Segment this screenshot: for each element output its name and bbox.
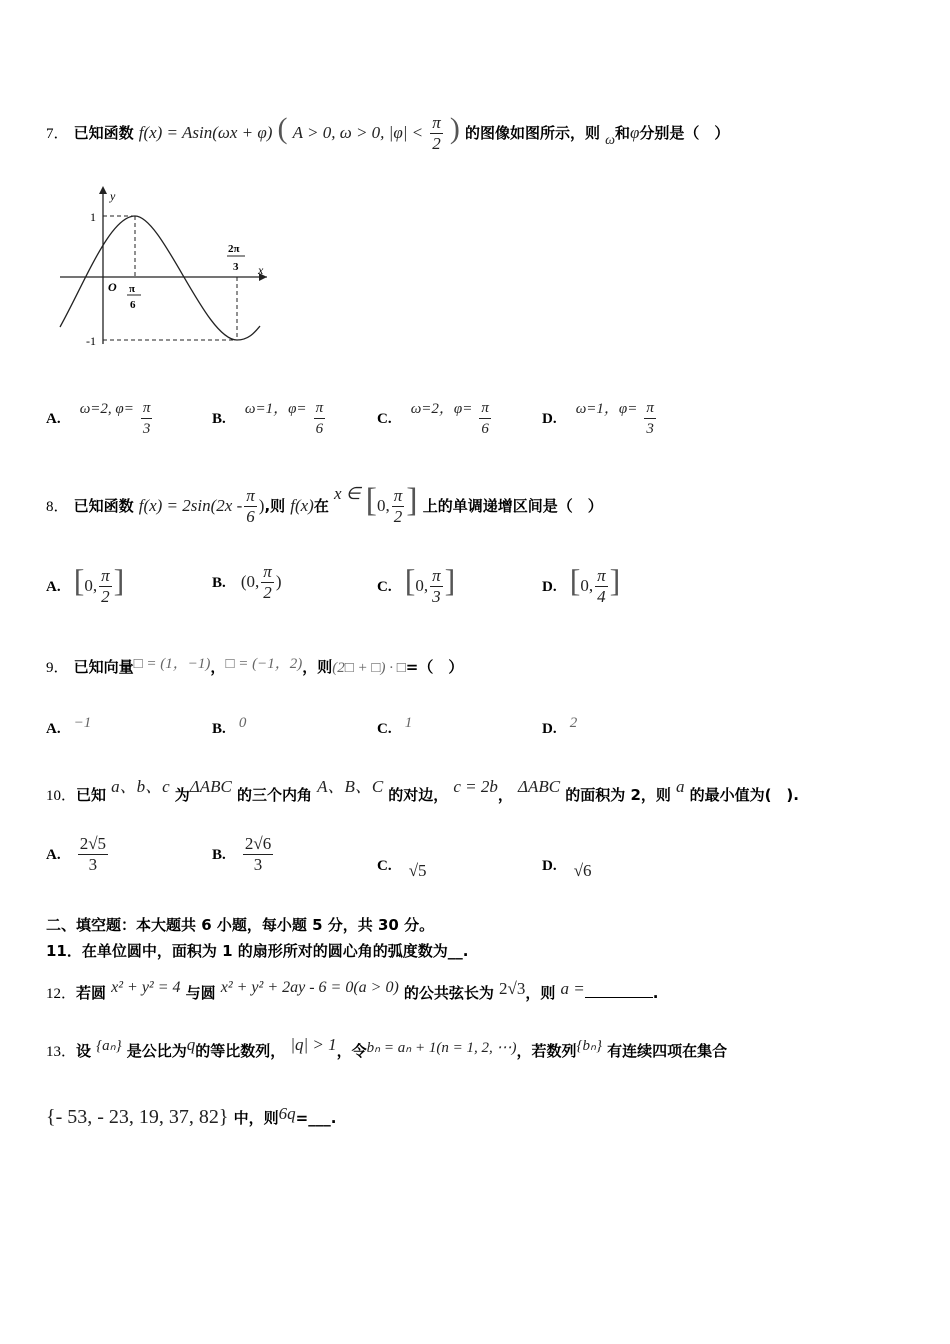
q8-interval-a: 0,	[376, 496, 390, 515]
q7-option-d-frac: $\frac{\pi}{3}$	[646, 400, 654, 437]
q9-vector-b: □ = (−1，2)	[225, 656, 303, 672]
q8-option-d-open: [	[569, 562, 581, 598]
q13-seq-a: {aₙ}	[96, 1038, 122, 1054]
q10-option-a[interactable]	[46, 834, 110, 875]
q12-a-eq: a =	[560, 979, 585, 998]
q8-option-b[interactable]	[212, 562, 281, 603]
q10-option-d-label: D.	[542, 858, 557, 874]
q13-t3: ，令	[336, 1042, 367, 1060]
q10-option-a-label: A.	[46, 847, 61, 863]
q10-as: 为	[174, 786, 190, 804]
q8-option-c-open: [	[404, 562, 416, 598]
q8-formula-frac: $\frac{\pi}{6}$	[246, 486, 255, 526]
q7-formula: f(x) = Asin(ωx + φ)	[138, 123, 273, 142]
q8-domain: x ∈	[333, 484, 361, 503]
q10-option-c[interactable]	[377, 855, 427, 880]
q10-number: 10．	[46, 788, 77, 804]
q10-condition: c = 2b	[453, 777, 498, 796]
q9-option-b-label: B.	[212, 721, 226, 737]
q7-option-a[interactable]	[46, 398, 154, 439]
q10-stem	[46, 777, 799, 805]
q10-option-d[interactable]	[542, 855, 592, 880]
y-axis-label: y	[110, 189, 116, 203]
q8-formula-close: )	[258, 496, 265, 515]
q7-paren-close: )	[449, 112, 460, 145]
q7-option-c-expr: ω=2，φ=	[410, 401, 473, 417]
q7-lead: 已知函数	[73, 124, 134, 142]
q8-option-a-close: ]	[113, 562, 125, 598]
x-axis-label: x	[258, 263, 264, 277]
q8-option-b-start: 0,	[246, 572, 260, 591]
q9-number: 9．	[46, 660, 69, 676]
q8-interval-frac: $\frac{\pi}{2}$	[393, 486, 403, 526]
q10-option-c-value: √5	[408, 861, 427, 880]
q8-option-a-start: 0,	[84, 576, 98, 595]
q8-option-d[interactable]	[542, 562, 620, 607]
q9-lead: 已知向量	[73, 658, 134, 676]
q8-stem	[46, 482, 603, 527]
q8-option-b-label: B.	[212, 575, 226, 591]
q7-option-b-expr: ω=1，φ=	[244, 401, 307, 417]
q7-option-c-label: C.	[377, 411, 392, 427]
q7-option-d[interactable]	[542, 398, 658, 439]
q8-mid: ,则	[264, 497, 286, 515]
q13-t7: =___.	[295, 1109, 337, 1127]
q8-option-c[interactable]	[377, 562, 455, 607]
q8-option-d-start: 0,	[580, 576, 594, 595]
q13-seq-b: {bₙ}	[576, 1038, 602, 1054]
q7-tail1: 的图像如图所示，则	[464, 124, 600, 142]
q13-t5: 有连续四项在集合	[607, 1042, 728, 1060]
q13-b-def: bₙ = aₙ + 1(n = 1, 2, ⋯)	[366, 1040, 517, 1056]
q7-option-b[interactable]	[212, 398, 327, 439]
q7-option-b-frac: $\frac{\pi}{6}$	[315, 400, 324, 437]
q9-expr: (2□ + □) · □	[332, 660, 406, 676]
q10-option-b-frac: $\frac{2√6}{3}$	[244, 834, 272, 874]
q10-area: 的面积为 2，则	[565, 786, 671, 804]
q8-bracket-close: ]	[406, 482, 418, 519]
q12-mid: 的公共弦长为	[403, 984, 494, 1002]
q13-stem	[46, 1035, 728, 1061]
q9-option-c[interactable]	[377, 715, 413, 738]
q7-condition-fraction: $\frac{\pi}{2}$	[432, 113, 441, 153]
q12-number: 12．	[46, 986, 77, 1002]
q8-option-a-label: A.	[46, 579, 61, 595]
q10-option-a-frac: $\frac{2√5}{3}$	[79, 834, 107, 874]
x-tick-2pi3-num: 2π	[228, 243, 240, 255]
q8-option-b-open: (	[240, 572, 247, 591]
q9-then: ，则	[302, 658, 333, 676]
q13-t6: 中，则	[233, 1109, 279, 1127]
q8-in: 在	[313, 497, 329, 515]
q7-stem	[46, 112, 729, 154]
q12-tail: .	[652, 984, 659, 1002]
q8-option-c-frac: $\frac{\pi}{3}$	[432, 566, 441, 606]
q9-option-a-label: A.	[46, 721, 61, 737]
q10-angles: A、B、C	[317, 777, 384, 796]
q9-sep: ，	[210, 658, 226, 676]
q7-omega: ω	[605, 133, 615, 148]
x-tick-pi6-den: 6	[130, 299, 136, 311]
q10-lead: 已知	[76, 786, 107, 804]
q9-vector-a: □ = (1，−1)	[133, 656, 211, 672]
q12-with: 与圆	[185, 984, 216, 1002]
sine-curve	[60, 216, 260, 340]
q13-q: q	[186, 1035, 196, 1054]
x-tick-pi6-num: π	[129, 283, 136, 295]
q13-t1: 是公比为	[126, 1042, 187, 1060]
q7-number: 7．	[46, 126, 69, 142]
q13-lead: 设	[76, 1042, 92, 1060]
q12-stem	[46, 979, 659, 1003]
q7-option-b-label: B.	[212, 411, 226, 427]
q9-option-d-label: D.	[542, 721, 557, 737]
q7-and: 和	[614, 124, 630, 142]
q10-option-d-value: √6	[573, 861, 592, 880]
q8-option-a-frac: $\frac{\pi}{2}$	[101, 566, 110, 606]
q8-option-c-close: ]	[444, 562, 456, 598]
y-axis-arrow-icon	[99, 186, 107, 194]
q12-lead: 若圆	[76, 984, 107, 1002]
q9-option-b-value: 0	[238, 715, 247, 731]
q8-tail: 上的单调递增区间是（ ）	[422, 497, 603, 515]
q8-formula: f(x) = 2sin(2x -	[138, 496, 243, 515]
y-max-label: 1	[90, 210, 96, 224]
q10-sides: a、b、c	[111, 777, 170, 796]
q13-number: 13．	[46, 1044, 77, 1060]
q7-option-a-frac: $\frac{\pi}{3}$	[142, 400, 151, 437]
q12-circle-1: x² + y² = 4	[111, 979, 181, 996]
q10-a: a	[675, 777, 685, 796]
q9-option-d-value: 2	[569, 715, 578, 731]
q8-option-b-close: )	[275, 572, 282, 591]
q7-option-d-label: D.	[542, 411, 557, 427]
q9-tail: =（ ）	[405, 658, 464, 676]
q9-option-a[interactable]	[46, 715, 92, 738]
q10-option-c-label: C.	[377, 858, 392, 874]
y-min-label: -1	[86, 334, 96, 348]
q7-option-c[interactable]	[377, 398, 493, 439]
q12-answer-blank[interactable]	[585, 997, 653, 998]
q9-option-d[interactable]	[542, 715, 578, 738]
origin-label: O	[108, 280, 117, 294]
q7-phi: φ	[629, 123, 640, 142]
q8-option-d-frac: $\frac{\pi}{4}$	[597, 566, 606, 606]
q9-option-c-label: C.	[377, 721, 392, 737]
q13-abs-q: |q| > 1	[290, 1035, 337, 1054]
q7-option-a-label: A.	[46, 411, 61, 427]
q7-option-d-expr: ω=1，φ=	[575, 401, 638, 417]
q8-option-a-open: [	[73, 562, 85, 598]
q9-stem	[46, 656, 463, 677]
q7-tail2: 分别是（ ）	[639, 124, 730, 142]
q8-number: 8．	[46, 499, 69, 515]
q8-option-b-frac: $\frac{\pi}{2}$	[263, 562, 272, 602]
q7-condition: A > 0, ω > 0, |φ| <	[292, 123, 424, 142]
q8-option-d-close: ]	[609, 562, 621, 598]
q10-angles-text: 的三个内角	[236, 786, 312, 804]
q10-option-b[interactable]	[212, 834, 275, 875]
q12-then: ，则	[525, 984, 556, 1002]
q7-paren-open: (	[277, 112, 288, 145]
q9-option-b[interactable]	[212, 715, 247, 738]
q10-option-b-label: B.	[212, 847, 226, 863]
q8-option-a[interactable]	[46, 562, 124, 607]
q9-option-c-value: 1	[404, 715, 413, 731]
q8-lead: 已知函数	[73, 497, 134, 515]
q10-tail: 的最小值为( ).	[689, 786, 799, 804]
q8-option-c-label: C.	[377, 579, 392, 595]
q10-comma: ，	[497, 786, 513, 804]
q13-set: {- 53, - 23, 19, 37, 82}	[46, 1106, 229, 1128]
q13-t4: ，若数列	[516, 1042, 577, 1060]
q7-option-c-frac: $\frac{\pi}{6}$	[481, 400, 489, 437]
q11-stem: 11．在单位圆中，面积为 1 的扇形所对的圆心角的弧度数为__.	[46, 942, 469, 960]
q9-option-a-value: −1	[73, 715, 92, 731]
q7-option-a-expr: ω=2, φ=	[79, 401, 134, 417]
q8-bracket-open: [	[365, 482, 377, 519]
q13-stem-line2	[46, 1106, 336, 1129]
q8-fx: f(x)	[290, 496, 314, 515]
q8-option-c-start: 0,	[415, 576, 429, 595]
q10-triangle: ΔABC	[189, 777, 232, 796]
q10-opp: 的对边，	[388, 786, 449, 804]
q13-t2: 的等比数列，	[195, 1042, 286, 1060]
q12-circle-2: x² + y² + 2ay - 6 = 0(a > 0)	[220, 979, 399, 996]
q12-chord: 2√3	[499, 979, 526, 998]
q10-triangle-2: ΔABC	[518, 777, 561, 796]
section-2-heading: 二、填空题：本大题共 6 小题，每小题 5 分，共 30 分。	[46, 916, 435, 934]
x-tick-2pi3-den: 3	[233, 261, 239, 273]
q13-six-q: 6q	[278, 1104, 296, 1123]
q7-graph	[55, 182, 275, 352]
q8-option-d-label: D.	[542, 579, 557, 595]
